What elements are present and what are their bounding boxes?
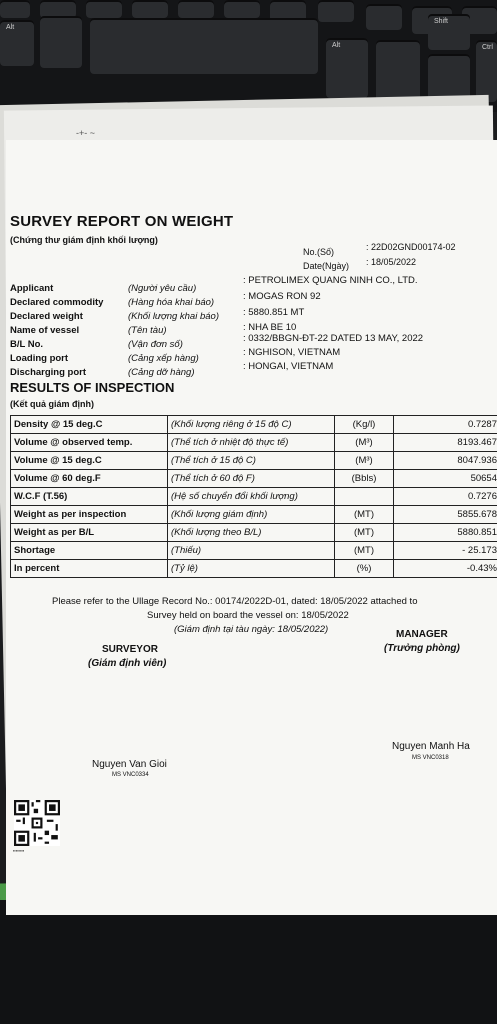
survey-date-note-vi: (Giám định tại tàu ngày: 18/05/2022) — [174, 624, 329, 635]
surveyor-name: Nguyen Van Gioi — [92, 759, 167, 770]
row-label: W.C.F (T.56) — [11, 488, 168, 506]
row-label-vi: (Thể tích ở 60 độ F) — [168, 470, 335, 488]
report-title: SURVEY REPORT ON WEIGHT — [10, 213, 234, 230]
ullage-note: Please refer to the Ullage Record No.: 00174/2022D-01, dated: 18/05/2022 attached to — [52, 596, 418, 607]
row-label: Volume @ observed temp. — [11, 434, 168, 452]
row-label-vi: (Tỷ lệ) — [168, 560, 335, 578]
report-subtitle: (Chứng thư giám định khối lượng) — [10, 235, 158, 245]
results-title: RESULTS OF INSPECTION — [10, 380, 175, 395]
table-row — [11, 434, 497, 452]
keyboard-key — [178, 0, 214, 18]
row-label-vi: (Hệ số chuyển đổi khối lượng) — [168, 488, 335, 506]
row-unit: (MT) — [335, 506, 394, 524]
row-unit: (Kg/l) — [335, 416, 394, 434]
row-label: In percent — [11, 560, 168, 578]
info-value: : NHA BE 10 — [243, 322, 297, 333]
info-label-vi: (Người yêu cầu) — [128, 283, 197, 294]
keyboard-background — [0, 0, 497, 112]
row-unit: (M³) — [335, 452, 394, 470]
row-unit: (MT) — [335, 524, 394, 542]
row-label-vi: (Thể tích ở 15 độ C) — [168, 452, 335, 470]
key-label: Alt — [332, 42, 341, 49]
row-value: 8047.936 — [394, 452, 497, 470]
key-label: Shift — [434, 18, 449, 25]
row-unit: (M³) — [335, 434, 394, 452]
info-value: : HONGAI, VIETNAM — [243, 361, 334, 372]
info-label: Declared weight — [10, 311, 83, 322]
row-label-vi: (Khối lượng giám định) — [168, 506, 335, 524]
row-label: Volume @ 60 deg.F — [11, 470, 168, 488]
keyboard-key — [86, 0, 122, 18]
results-subtitle: (Kết quả giám định) — [10, 399, 94, 409]
info-label-vi: (Cảng xếp hàng) — [128, 353, 199, 364]
row-label: Weight as per inspection — [11, 506, 168, 524]
row-value: 8193.467 — [394, 434, 497, 452]
info-label: Discharging port — [10, 367, 87, 378]
report-number-label: No.(Số) — [303, 247, 335, 257]
info-label: Name of vessel — [10, 325, 80, 336]
info-label-vi: (Khối lượng khai báo) — [128, 311, 219, 322]
row-unit: (MT) — [335, 542, 394, 560]
manager-ms: MS VNC0318 — [412, 755, 449, 761]
survey-date-note: Survey held on board the vessel on: 18/05/2022 — [147, 610, 349, 621]
manager-name: Nguyen Manh Ha — [392, 741, 470, 752]
row-value: 5855.678 — [394, 506, 497, 524]
info-label: Declared commodity — [10, 297, 104, 308]
row-label: Weight as per B/L — [11, 524, 168, 542]
row-value: -0.43% — [394, 560, 497, 578]
info-label: Loading port — [10, 353, 69, 364]
table-row — [11, 506, 497, 524]
table-row — [11, 488, 497, 506]
keyboard-key — [318, 0, 354, 22]
info-label-vi: (Cảng dỡ hàng) — [128, 367, 195, 378]
keyboard-key — [376, 40, 420, 102]
spacebar-key — [90, 18, 318, 74]
row-unit: (Bbls) — [335, 470, 394, 488]
info-row-discharging-port — [10, 361, 497, 381]
row-value: 5880.851 — [394, 524, 497, 542]
keyboard-key — [40, 16, 82, 68]
desk-surface — [0, 900, 497, 1024]
info-label: Applicant — [10, 283, 54, 294]
qr-code-icon — [14, 800, 60, 846]
row-label-vi: (Khối lượng riêng ở 15 độ C) — [168, 416, 335, 434]
key-label: Ctrl — [482, 44, 493, 51]
table-row — [11, 470, 497, 488]
table-row — [11, 560, 497, 578]
keyboard-key — [476, 40, 497, 102]
keyboard-key — [224, 0, 260, 18]
info-label-vi: (Vận đơn số) — [128, 339, 183, 350]
keyboard-key — [326, 38, 368, 98]
row-value: - 25.173 — [394, 542, 497, 560]
info-value: : NGHISON, VIETNAM — [243, 347, 341, 358]
qr-caption: ▪▪▪▪▪▪▪▪ — [13, 848, 25, 853]
row-unit — [335, 488, 394, 506]
report-date-label: Date(Ngày) — [303, 261, 350, 271]
manager-title-vi: (Trưởng phòng) — [384, 643, 460, 654]
keyboard-key — [0, 0, 30, 18]
info-value: : 5880.851 MT — [243, 307, 305, 318]
keyboard-key — [0, 20, 34, 66]
row-label: Volume @ 15 deg.C — [11, 452, 168, 470]
info-label: B/L No. — [10, 339, 44, 350]
survey-report-page — [6, 128, 497, 915]
row-value: 0.7276 — [394, 488, 497, 506]
report-number-value: : 22D02GND00174-02 — [366, 242, 456, 252]
key-label: Alt — [6, 24, 15, 31]
keyboard-key — [132, 0, 168, 18]
row-label-vi: (Khối lượng theo B/L) — [168, 524, 335, 542]
info-value: : MOGAS RON 92 — [243, 291, 321, 302]
row-value: 50654 — [394, 470, 497, 488]
keyboard-key — [366, 4, 402, 30]
row-label: Density @ 15 deg.C — [11, 416, 168, 434]
row-value: 0.7287 — [394, 416, 497, 434]
table-row — [11, 524, 497, 542]
inspection-table — [10, 415, 497, 578]
manager-title: MANAGER — [396, 629, 448, 640]
info-label-vi: (Hàng hóa khai báo) — [128, 297, 215, 308]
info-value: : PETROLIMEX QUANG NINH CO., LTD. — [243, 275, 418, 286]
row-label-vi: (Thiếu) — [168, 542, 335, 560]
row-label: Shortage — [11, 542, 168, 560]
table-row — [11, 542, 497, 560]
report-date-value: : 18/05/2022 — [366, 257, 417, 267]
surveyor-title-vi: (Giám định viên) — [88, 658, 167, 669]
keyboard-key — [428, 14, 470, 50]
row-label-vi: (Thể tích ở nhiệt độ thực tế) — [168, 434, 335, 452]
table-row — [11, 416, 497, 434]
row-unit: (%) — [335, 560, 394, 578]
paper-mark: -+- ~ — [76, 128, 96, 138]
info-value: : 0332/BBGN-ĐT-22 DATED 13 MAY, 2022 — [243, 333, 424, 344]
surveyor-ms: MS VNC0334 — [112, 772, 149, 778]
info-label-vi: (Tên tàu) — [128, 325, 167, 336]
table-row — [11, 452, 497, 470]
surveyor-title: SURVEYOR — [102, 644, 158, 655]
